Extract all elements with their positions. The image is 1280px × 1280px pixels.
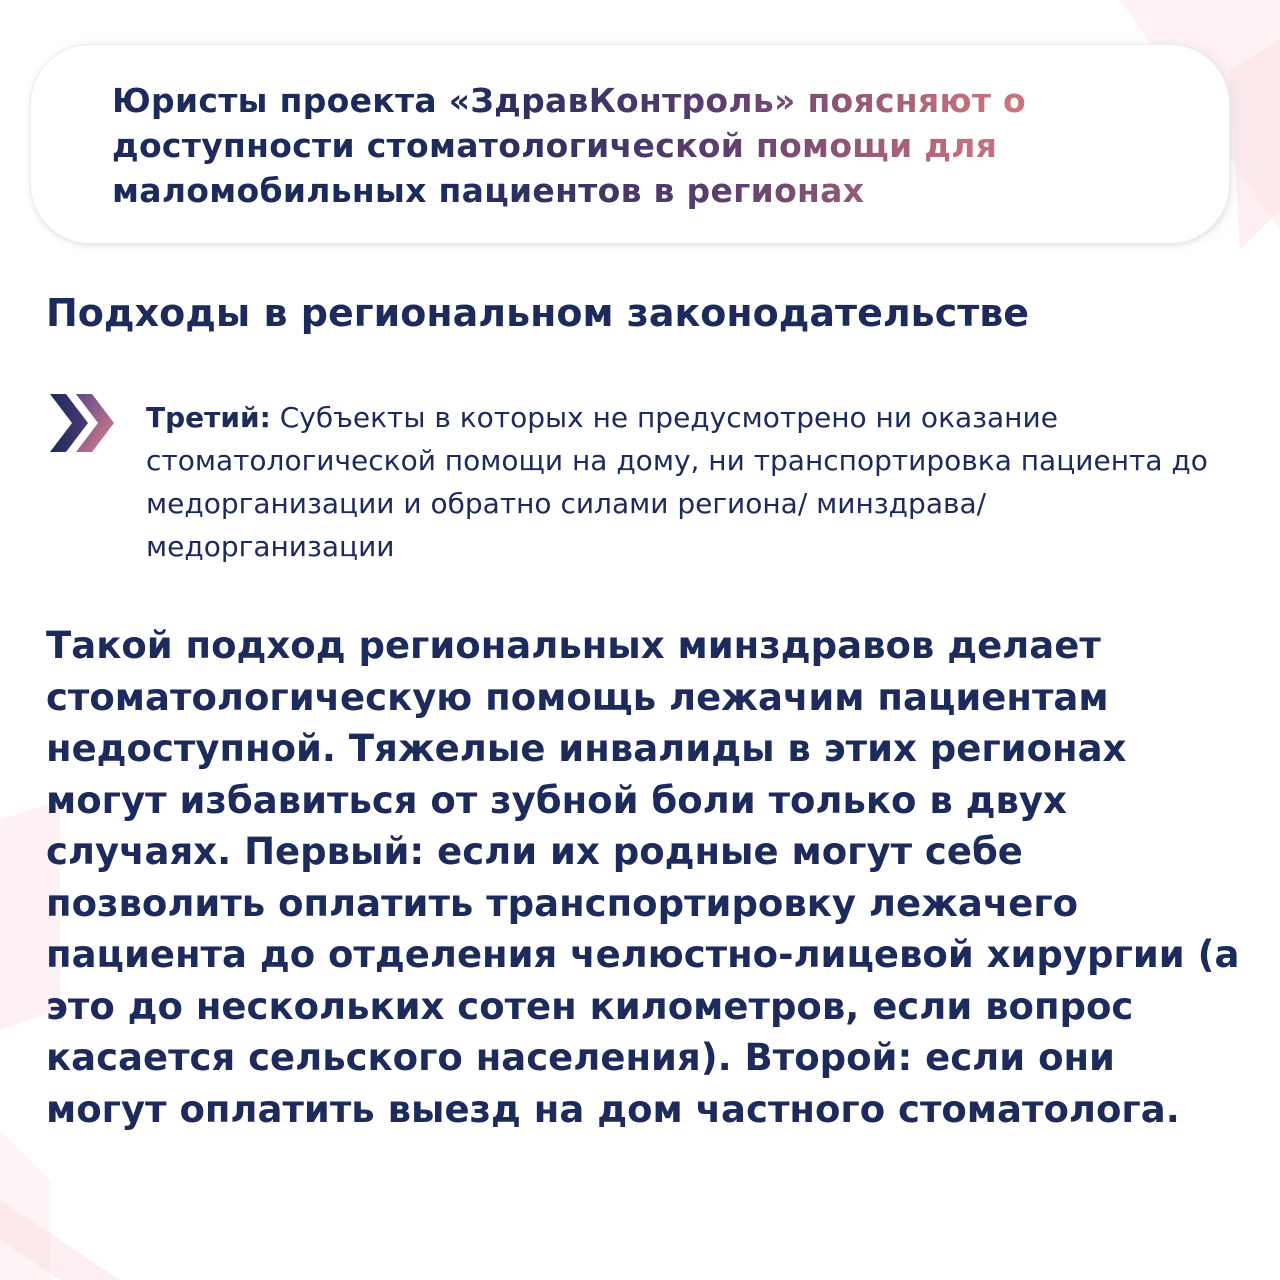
header-title: Юристы проекта «ЗдравКонтроль» поясняют о доступности стоматологической помощи для маломобильных пациентов в регионах <box>112 78 1212 213</box>
bullet-text <box>146 396 1236 568</box>
bullet-description: Субъекты в которых не предусмотрено ни оказание стоматологической помощи на дому, ни транспортировка пациента до медорганизации и обратно силами региона/ минздрава/ медорганизации <box>146 401 1208 563</box>
bullet-label: Третий: <box>146 401 271 434</box>
double-chevron-right-icon <box>48 392 118 454</box>
section-heading: Подходы в региональном законодательстве <box>46 291 1030 335</box>
body-paragraph: Такой подход региональных минздравов делает стоматологическую помощь лежачим пациентам недоступной. Тяжелые инвалиды в этих регионах могут избавиться от зубной боли только в двух случаях. Первый: если их родные могут себе позволить оплатить транспортировку лежачего пациента до отделения челюстно-лицевой хирургии (а это до нескольких сотен километров, если вопрос касается сельского населения). Второй: если они могут оплатить выезд на дом частного стоматолога. <box>46 624 1240 1131</box>
